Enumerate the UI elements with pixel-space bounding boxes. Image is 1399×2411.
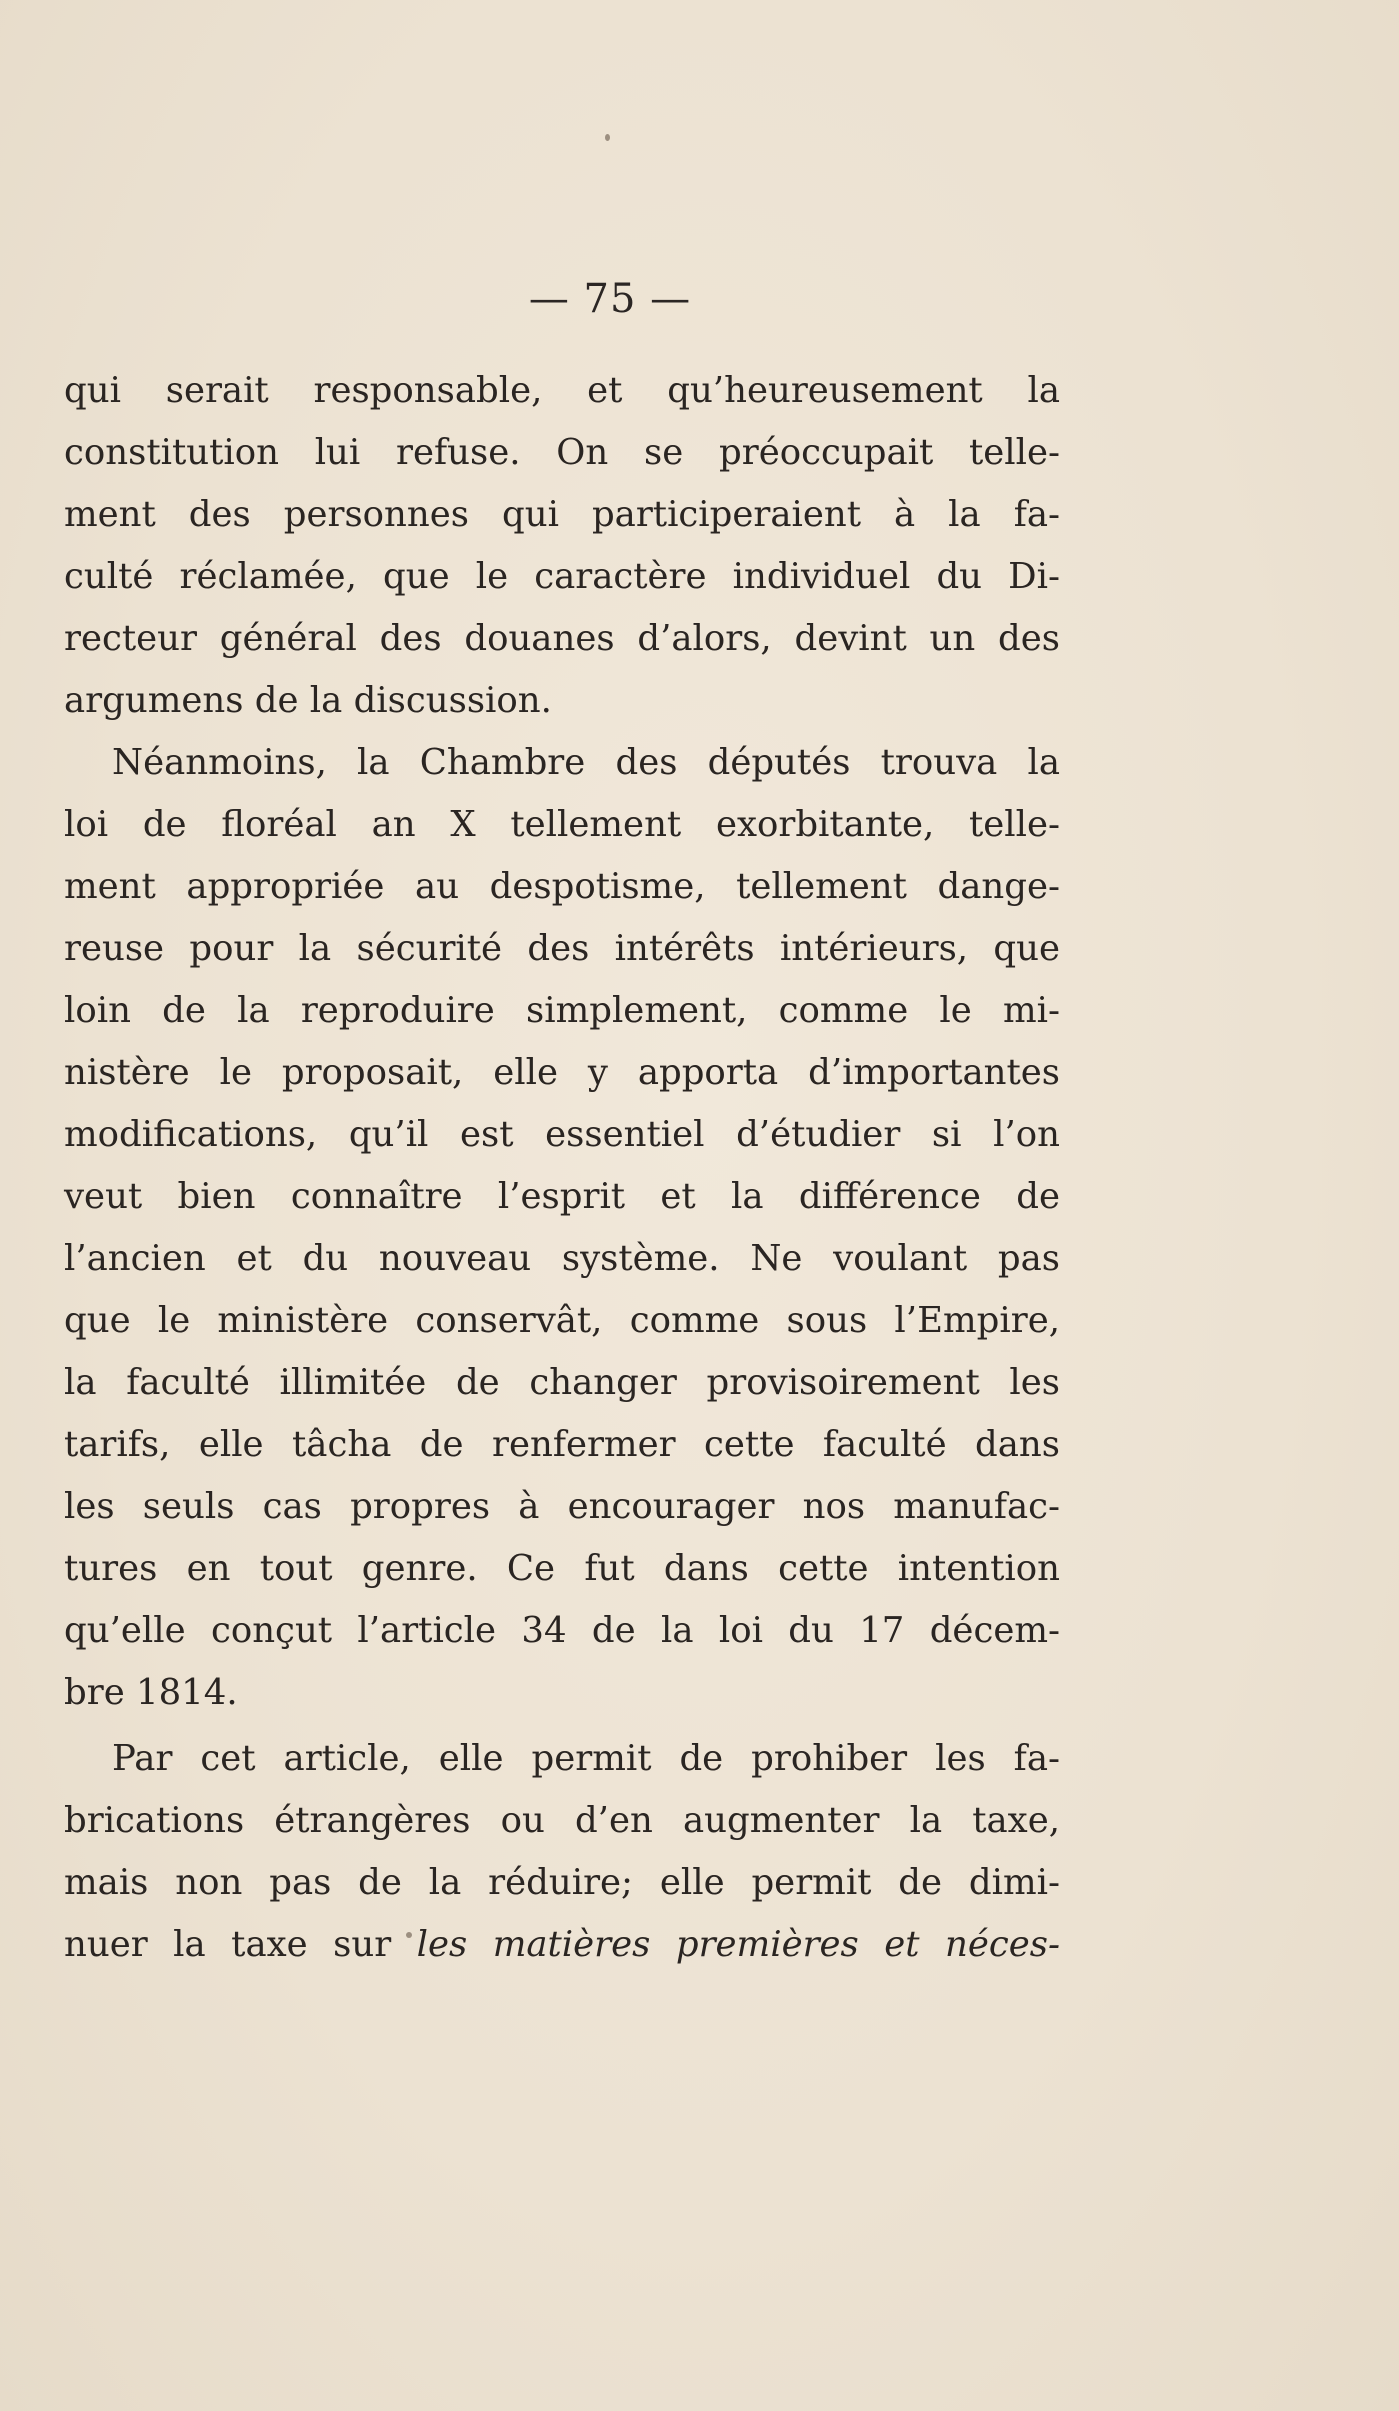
line-italic-part: les matières premières et néces-: [416, 1924, 1060, 1965]
text-line: que le ministère conservât, comme sous l’Empire,: [64, 1300, 1060, 1341]
text-line: [64, 1914, 1060, 1976]
text-line: mais non pas de la réduire; elle permit de dimi-: [64, 1862, 1060, 1903]
text-line: argumens de la discussion.: [64, 680, 552, 721]
text-line: la faculté illimitée de changer provisoirement les: [64, 1362, 1060, 1403]
ink-speck: [605, 134, 610, 141]
text-line: modifications, qu’il est essentiel d’étudier si l’on: [64, 1114, 1060, 1155]
text-line: tarifs, elle tâcha de renfermer cette faculté dans: [64, 1424, 1060, 1465]
text-line: l’ancien et du nouveau système. Ne voulant pas: [64, 1238, 1060, 1279]
paragraph-first-line: Par cet article, elle permit de prohiber les fa-: [112, 1738, 1060, 1779]
text-line: culté réclamée, que le caractère individuel du Di-: [64, 556, 1060, 597]
text-line: nistère le proposait, elle y apporta d’importantes: [64, 1052, 1060, 1093]
text-line: constitution lui refuse. On se préoccupait telle-: [64, 432, 1060, 473]
text-line: brications étrangères ou d’en augmenter la taxe,: [64, 1800, 1060, 1841]
text-line: qu’elle conçut l’article 34 de la loi du 17 décem-: [64, 1610, 1060, 1651]
text-line: reuse pour la sécurité des intérêts intérieurs, que: [64, 928, 1060, 969]
text-line: ment appropriée au despotisme, tellement dange-: [64, 866, 1060, 907]
text-line: recteur général des douanes d’alors, devint un des: [64, 618, 1060, 659]
line-roman-part: nuer la taxe sur: [64, 1924, 417, 1965]
text-line: loin de la reproduire simplement, comme le mi-: [64, 990, 1060, 1031]
text-line: ment des personnes qui participeraient à la fa-: [64, 494, 1060, 535]
text-line: bre 1814.: [64, 1672, 238, 1713]
page-number: — 75 —: [528, 276, 692, 322]
text-line: tures en tout genre. Ce fut dans cette intention: [64, 1548, 1060, 1589]
text-line: veut bien connaître l’esprit et la différence de: [64, 1176, 1060, 1217]
text-line: loi de floréal an X tellement exorbitante, telle-: [64, 804, 1060, 845]
text-line: qui serait responsable, et qu’heureusement la: [64, 370, 1060, 411]
text-line: les seuls cas propres à encourager nos manufac-: [64, 1486, 1060, 1527]
paragraph-first-line: Néanmoins, la Chambre des députés trouva la: [112, 742, 1060, 783]
